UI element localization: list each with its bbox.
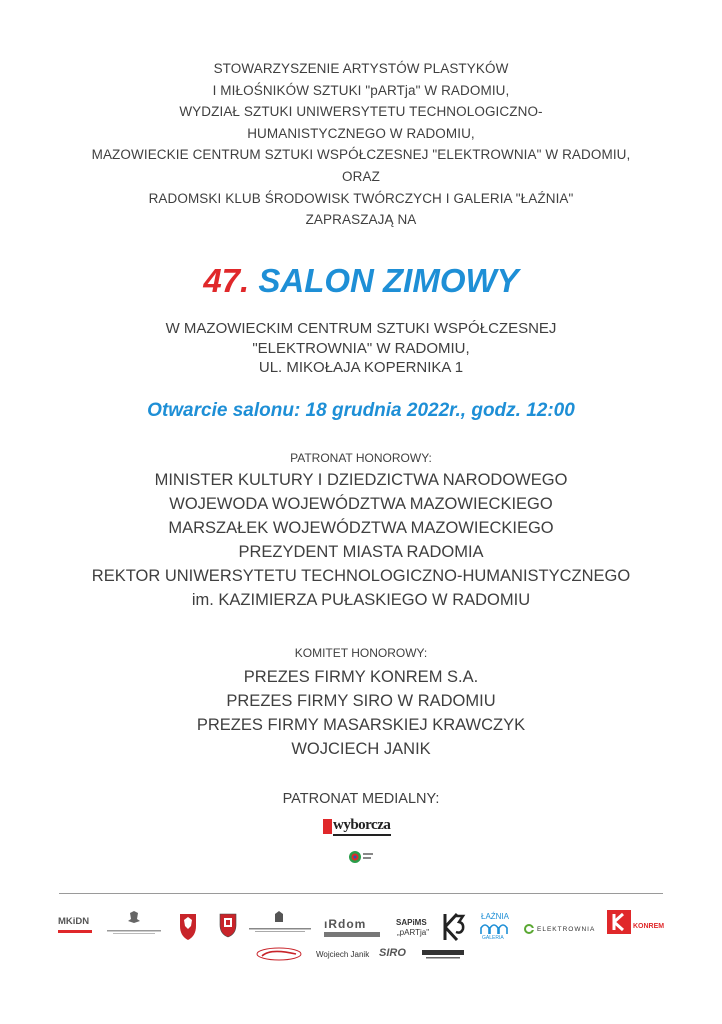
sponsor-wordmark-icon [420,945,466,963]
venue-line: UL. MIKOŁAJA KOPERNIKA 1 [258,359,464,376]
radom-city-logo-icon [322,915,382,941]
organizer-line: HUMANISTYCZNEGO W RADOMIU, [247,125,475,141]
opening-date: Otwarcie salonu: 18 grudnia 2022r., godz. 12:00 [147,400,575,421]
venue-line: "ELEKTROWNIA" W RADOMIU, [252,339,470,357]
patronat-label: PATRONAT HONOROWY: [290,451,432,465]
konrem-text: KONREM [633,923,665,930]
elektrownia-mark-icon [524,924,534,934]
radio-logo-icon [346,848,376,866]
laznia-subtitle: GALERIA [482,935,504,941]
uth-logo-icon [247,910,313,938]
event-title [0,262,722,300]
patronat-item: MINISTER KULTURY I DZIEDZICTWA NARODOWEGO [154,471,568,489]
laznia-title: ŁAŹNIA [481,912,510,921]
komitet-item: PREZES FIRMY KONREM S.A. [243,668,479,686]
organizer-line: RADOMSKI KLUB ŚRODOWISK TWÓRCZYCH I GALERIA "ŁAŹNIA" [148,190,574,206]
wyborcza-underline [333,834,391,836]
sapims-line1: SAPiMS [396,918,427,927]
patronat-item: REKTOR UNIWERSYTETU TECHNOLOGICZNO-HUMANISTYCZNEGO [91,567,631,585]
event-name: SALON ZIMOWY [258,262,519,299]
wyborcza-logo [323,817,393,837]
mkidn-bar [58,930,92,933]
komitet-item: PREZES FIRMY MASARSKIEJ KRAWCZYK [196,716,526,734]
organizer-line: ZAPRASZAJĄ NA [305,212,417,228]
komitet-item: PREZES FIRMY SIRO W RADOMIU [226,692,496,710]
krawczyk-logo-icon [256,947,302,961]
patronat-item: MARSZAŁEK WOJEWÓDZTWA MAZOWIECKIEGO [168,519,554,537]
wojewoda-logo-icon [103,910,165,938]
venue-block [0,319,722,378]
komitet-item: WOJCIECH JANIK [291,740,431,758]
patronat-item: im. KAZIMIERZA PUŁASKIEGO W RADOMIU [191,591,531,609]
mkidn-logo [58,915,92,937]
siro-logo: SIRO [379,947,406,959]
venue-line: W MAZOWIECKIM CENTRUM SZTUKI WSPÓŁCZESNEJ [165,320,557,337]
komitet-list [0,665,722,761]
wyborcza-red-block [323,819,332,834]
organizer-line: ORAZ [342,168,380,184]
organizer-line: STOWARZYSZENIE ARTYSTÓW PLASTYKÓW [213,61,509,76]
organizer-line: I MIŁOŚNIKÓW SZTUKI "pARTja" W RADOMIU, [212,82,510,98]
mkidn-text: MKiDN [58,916,90,927]
elektrownia-text: ELEKTROWNIA [537,926,596,933]
patronat-item: PREZYDENT MIASTA RADOMIA [238,543,484,561]
patronat-item: WOJEWODA WOJEWÓDZTWA MAZOWIECKIEGO [169,495,553,513]
konrem-mark-icon [607,910,631,934]
footer-divider [59,893,663,894]
organizers-block [0,58,722,231]
sapims-line2: „pARTja" [397,928,430,937]
radom-crest-icon [218,912,238,938]
komitet-label: KOMITET HONOROWY: [294,646,428,660]
laznia-arches-icon [480,922,510,934]
media-patron-label: PATRONAT MEDIALNY: [282,791,440,807]
wojciech-janik-text: Wojciech Janik [316,950,370,959]
mazowsze-crest-icon [178,912,198,942]
laznia-logo [480,912,510,942]
organizer-line: WYDZIAŁ SZTUKI UNIWERSYTETU TECHNOLOGICZNO- [179,104,543,120]
patronat-list [0,468,722,612]
event-number: 47. [203,262,250,299]
konrem-logo [607,910,663,942]
organizer-line: MAZOWIECKIE CENTRUM SZTUKI WSPÓŁCZESNEJ "ELEKTROWNIA" W RADOMIU, [91,147,631,163]
elektrownia-logo [524,922,598,936]
k3-logo-icon [442,912,466,942]
wyborcza-text: wyborcza [333,817,391,833]
svg-text:ıRdom: ıRdom [324,917,367,931]
